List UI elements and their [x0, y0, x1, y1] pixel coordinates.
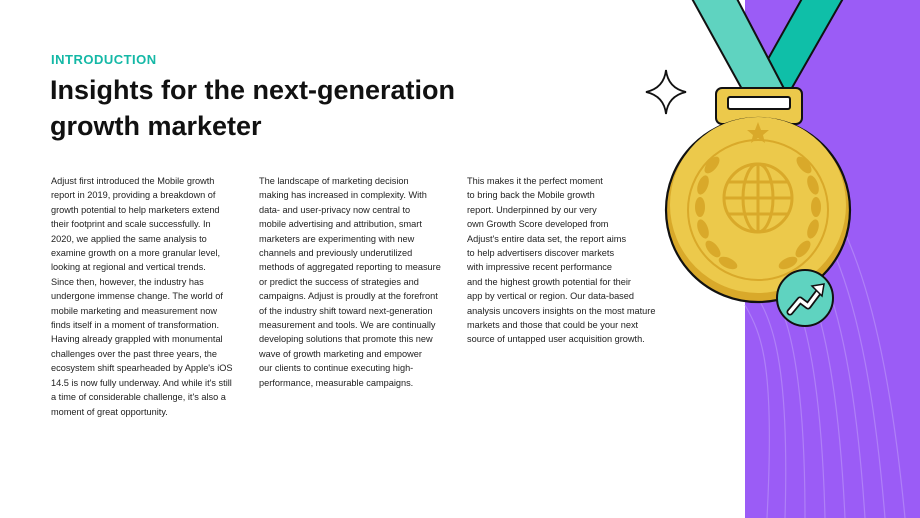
sparkle-icon — [646, 70, 686, 114]
page-title: Insights for the next-generation growth marketer — [50, 75, 456, 141]
body-column-1: Adjust first introduced the Mobile growth report in 2019, providing a breakdown of growth potential to help marketers extend their footprint and scale successfully. In 2020, we applied the same analysis to examine growth on a more granular level, looking at regional and vertical trends. Since then, however, the industry has undergone immense change. The world of mobile marketing and measurement now finds itself in a moment of transformation. Having already grappled with monumental challenges over the past three years, the ecosystem shift spearheaded by Apple's iOS 14.5 is now fully underway. And while it's still a time of considerable challenge, it's also a moment of great opportunity. — [51, 176, 233, 417]
medal-icon — [666, 117, 850, 302]
body-column-2: The landscape of marketing decision making has increased in complexity. With data- and user-privacy now central to mobile advertising and attribution, smart marketers are experimenting with new channels and previously underutilized methods of aggregated reporting to measure or predict the success of strategies and campaigns. Adjust is proudly at the forefront of the industry shift toward next-generation measurement and tools. We are continually developing solutions that promote this new wave of growth marketing and empower our clients to continue executing high- performance, measurable campaigns. — [259, 176, 441, 388]
globe-icon — [724, 164, 792, 232]
trend-up-icon — [777, 270, 833, 326]
body-column-3: This makes it the perfect moment to bring back the Mobile growth report. Underpinned by our very own Growth Score developed from Adjust's entire data set, the report aims to help advertisers discover markets with impressive recent performance and the highest growth potential for their app by vertical or region. Our data-based analysis uncovers insights on the most mature markets and those that could be your next source of untapped user acquisition growth. — [467, 176, 656, 345]
section-label: INTRODUCTION — [51, 52, 157, 67]
